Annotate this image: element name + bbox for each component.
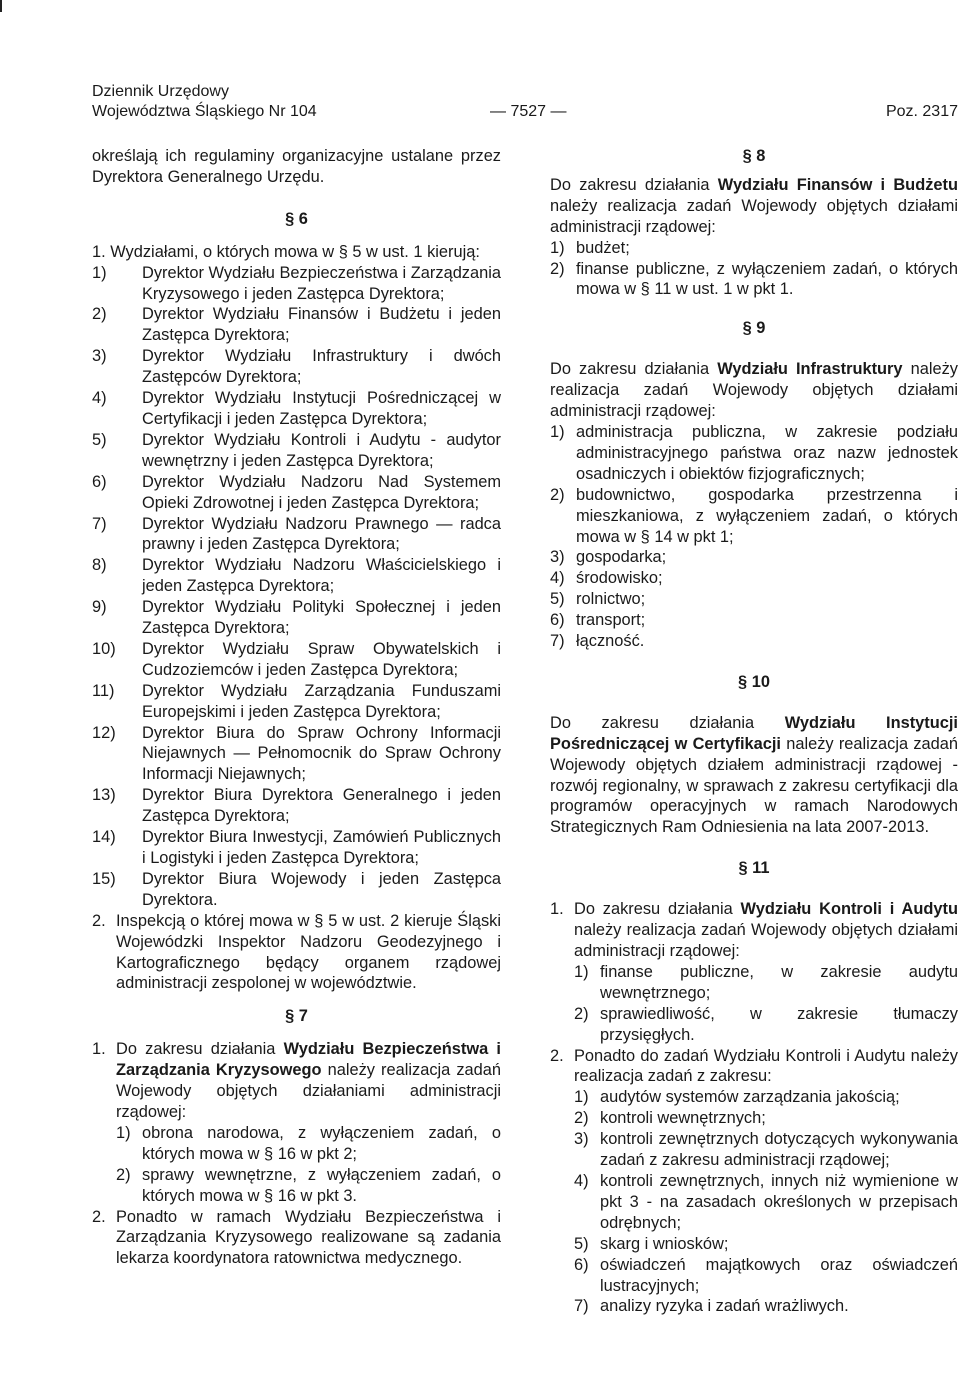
list-item	[550, 422, 958, 485]
text-run: należy realizacja zadań Wojewody objętych działami administracji rządowej:	[574, 921, 958, 960]
list-item	[92, 430, 501, 472]
list-item-number: 8)	[92, 556, 107, 575]
list-item-number: 15)	[92, 869, 116, 888]
paragraph-text: Ponadto w ramach Wydziału Bezpieczeństwa i Zarządzania Kryzysowego realizowane są zadania lekarza koordynatora ratownictwa medycznego.	[116, 1207, 501, 1268]
list-item-number: 12)	[92, 723, 116, 742]
section-8-title: § 8	[742, 147, 766, 165]
section-9-list	[550, 422, 958, 652]
page-header	[92, 82, 958, 122]
list-item-text: Dyrektor Biura Wojewody i jeden Zastępca Dyrektora.	[142, 869, 501, 909]
list-item-text: Dyrektor Wydziału Instytucji Pośredniczącej w Certyfikacji i jeden Zastępca Dyrektora;	[142, 389, 501, 428]
paragraph-number: 1.	[550, 900, 564, 919]
text-run: należy realizacja zadań Wojewody objętych działami administracji rządowej:	[550, 360, 958, 421]
list-item-text: administracja publiczna, w zakresie podziału administracyjnego państwa oraz nazw jednostek osadniczych i obiektów fizjograficznych;	[576, 422, 958, 483]
bold-unit-name: Wydziału Instytucji Pośredniczącej w Certyfikacji	[550, 713, 958, 753]
journal-title-line1: Dziennik Urzędowy	[92, 83, 229, 100]
list-item-number: 13)	[92, 786, 116, 805]
paragraph-number: 1.	[92, 1040, 106, 1059]
text-run: Do zakresu działania	[550, 713, 785, 732]
list-item-number: 1)	[550, 238, 565, 257]
list-item-text: gospodarka;	[576, 548, 667, 567]
list-item-number: 10)	[92, 639, 116, 658]
list-item-number: 3)	[574, 1130, 589, 1149]
list-item-number: 1)	[574, 962, 589, 981]
section-7-paragraph-2	[92, 1207, 501, 1270]
journal-title	[92, 82, 317, 122]
text-run: Do zakresu działania	[550, 360, 718, 379]
list-item	[92, 785, 501, 827]
right-column	[550, 146, 958, 1317]
bold-unit-name: Wydziału Bezpieczeństwa i Zarządzania Kryzysowego	[116, 1040, 501, 1080]
section-7-list	[92, 1123, 501, 1207]
list-item-text: Dyrektor Biura Dyrektora Generalnego i jeden Zastępca Dyrektora;	[142, 786, 501, 826]
list-item	[92, 827, 501, 869]
text-run: Do zakresu działania	[116, 1040, 284, 1059]
section-6-paragraph-1: 1. Wydziałami, o których mowa w § 5 w ust. 1 kierują:	[92, 242, 480, 261]
list-item	[92, 723, 501, 786]
list-item-number: 14)	[92, 828, 116, 847]
section-7-paragraph-1	[92, 1039, 501, 1123]
list-item-number: 7)	[574, 1297, 589, 1316]
list-item-number: 11)	[92, 681, 115, 700]
list-item	[574, 1296, 958, 1317]
list-item	[550, 485, 958, 548]
section-7-title: § 7	[285, 1007, 308, 1026]
list-item-text: kontroli wewnętrznych;	[600, 1109, 766, 1128]
list-item-number: 3)	[550, 548, 565, 567]
list-item	[550, 631, 958, 652]
list-item-number: 3)	[92, 347, 107, 366]
list-item-text: analizy ryzyka i zadań wrażliwych.	[600, 1297, 849, 1316]
list-item-text: obrona narodowa, z wyłączeniem zadań, o których mowa w § 16 w pkt 2;	[142, 1123, 501, 1163]
section-11-list-2	[550, 1087, 958, 1317]
list-item-number: 1)	[92, 263, 107, 282]
list-item-text: Dyrektor Wydziału Kontroli i Audytu - audytor wewnętrzny i jeden Zastępca Dyrektora;	[142, 430, 501, 470]
section-8-list	[550, 238, 958, 301]
text-run: należy realizacja zadań Wojewody objętych działaniami administracji rządowej:	[116, 1061, 501, 1121]
list-item-text: finanse publiczne, w zakresie audytu wewnętrznego;	[600, 962, 958, 1002]
intro-paragraph: określają ich regulaminy organizacyjne ustalane przez Dyrektora Generalnego Urzędu.	[92, 147, 501, 186]
list-item-text: sprawiedliwość, w zakresie tłumaczy przysięgłych.	[600, 1004, 958, 1044]
list-item	[92, 869, 501, 911]
list-item	[92, 681, 501, 723]
text-run: należy realizacja zadań Wojewody objętych działem administracji rządowej - rozwój regionalny, w sprawach z zakresu certyfikacji dla programów operacyjnych w ramach Narodowych Strategicznych Ram Odniesienia na lata 2007-2013.	[550, 734, 958, 837]
list-item-text: skarg i wniosków;	[600, 1234, 729, 1253]
list-item	[92, 346, 501, 388]
list-item-number: 2)	[574, 1109, 589, 1128]
list-item	[574, 1129, 958, 1171]
list-item	[92, 597, 501, 639]
section-6-title: § 6	[285, 209, 308, 228]
list-item	[574, 1004, 958, 1046]
list-item-text: transport;	[576, 611, 646, 630]
list-item-number: 2)	[550, 485, 565, 504]
list-item-text: Dyrektor Wydziału Nadzoru Nad Systemem Opieki Zdrowotnej i jeden Zastępca Dyrektora;	[142, 472, 501, 512]
list-item-number: 5)	[92, 430, 107, 449]
list-item-text: Dyrektor Wydziału Infrastruktury i dwóch Zastępców Dyrektora;	[142, 347, 501, 387]
list-item-number: 4)	[92, 389, 107, 408]
list-item-text: Dyrektor Wydziału Spraw Obywatelskich i Cudzoziemców i jeden Zastępca Dyrektora;	[142, 639, 501, 679]
list-item-number: 1)	[116, 1123, 131, 1142]
list-item	[574, 1087, 958, 1108]
corner-mark	[0, 0, 2, 12]
list-item	[116, 1123, 501, 1165]
section-11-list-1	[550, 962, 958, 1046]
list-item-text: środowisko;	[576, 569, 663, 588]
section-11-paragraph-1	[550, 899, 958, 962]
list-item-number: 6)	[92, 472, 107, 491]
section-11-paragraph-2	[550, 1046, 958, 1088]
list-item-text: Dyrektor Biura Inwestycji, Zamówień Publicznych i Logistyki i jeden Zastępca Dyrektora;	[142, 828, 501, 867]
list-item	[550, 568, 958, 589]
list-item	[550, 589, 958, 610]
paragraph-number: 2.	[92, 911, 106, 930]
list-item	[574, 962, 958, 1004]
list-item-number: 6)	[574, 1255, 589, 1274]
section-8-paragraph	[550, 175, 958, 238]
list-item	[550, 238, 958, 259]
page-number: — 7527 —	[490, 103, 567, 120]
section-6-paragraph-2	[92, 911, 501, 995]
list-item-number: 4)	[574, 1171, 589, 1190]
list-item-number: 7)	[92, 514, 107, 533]
journal-title-line2: Województwa Śląskiego Nr 104	[92, 103, 317, 120]
list-item	[574, 1234, 958, 1255]
list-item-text: Dyrektor Wydziału Polityki Społecznej i jeden Zastępca Dyrektora;	[142, 598, 501, 638]
list-item	[550, 547, 958, 568]
list-item	[92, 263, 501, 305]
list-item-number: 7)	[550, 632, 565, 651]
paragraph-text	[116, 1039, 501, 1123]
text-run: Do zakresu działania	[574, 900, 741, 919]
section-11-title: § 11	[738, 859, 770, 878]
list-item-text: Dyrektor Wydziału Nadzoru Prawnego — radca prawny i jeden Zastępca Dyrektora;	[142, 514, 501, 554]
list-item-text: rolnictwo;	[576, 590, 646, 609]
list-item-text: kontroli zewnętrznych, innych niż wymienione w pkt 3 - na zasadach określonych w przepisach odrębnych;	[600, 1171, 958, 1232]
list-item-number: 5)	[574, 1234, 589, 1253]
text-run: należy realizacja zadań Wojewody objętych działami administracji rządowej:	[550, 196, 958, 236]
list-item	[116, 1165, 501, 1207]
list-item-number: 2)	[574, 1004, 589, 1023]
list-item-number: 5)	[550, 590, 565, 609]
bold-unit-name: Wydziału Finansów i Budżetu	[717, 175, 958, 194]
list-item-number: 6)	[550, 611, 565, 630]
list-item	[92, 472, 501, 514]
section-9-paragraph	[550, 359, 958, 422]
paragraph-number: 2.	[92, 1207, 106, 1226]
list-item-text: finanse publiczne, z wyłączeniem zadań, o których mowa w § 11 w ust. 1 w pkt 1.	[576, 259, 958, 299]
list-item-text: Dyrektor Wydziału Finansów i Budżetu i jeden Zastępca Dyrektora;	[142, 305, 501, 345]
list-item-text: sprawy wewnętrzne, z wyłączeniem zadań, o których mowa w § 16 w pkt 3.	[142, 1165, 501, 1205]
list-item	[574, 1171, 958, 1234]
list-item	[92, 388, 501, 430]
list-item	[92, 639, 501, 681]
section-10-paragraph	[550, 713, 958, 838]
list-item-number: 2)	[116, 1165, 131, 1184]
list-item	[92, 304, 501, 346]
list-item-text: kontroli zewnętrznych dotyczących wykonywania zadań z zakresu administracji rządowej;	[600, 1130, 958, 1170]
left-column	[92, 146, 501, 1269]
list-item-number: 2)	[550, 259, 565, 278]
list-item-number: 1)	[574, 1088, 589, 1107]
list-item	[550, 259, 958, 301]
bold-unit-name: Wydziału Infrastruktury	[717, 360, 903, 379]
section-10-title: § 10	[738, 672, 770, 691]
paragraph-text: Ponadto do zadań Wydziału Kontroli i Audytu należy realizacja zadań z zakresu:	[574, 1046, 958, 1086]
section-6-list	[92, 263, 501, 911]
list-item-text: budżet;	[576, 238, 630, 257]
list-item	[550, 610, 958, 631]
section-9-title: § 9	[742, 319, 766, 338]
list-item-text: łączność.	[576, 632, 645, 651]
list-item-number: 9)	[92, 598, 107, 617]
list-item-text: Dyrektor Wydziału Nadzoru Właścicielskiego i jeden Zastępca Dyrektora;	[142, 556, 501, 596]
list-item-number: 4)	[550, 569, 565, 588]
paragraph-text: Inspekcją o której mowa w § 5 w ust. 2 kieruje Śląski Wojewódzki Inspektor Nadzoru Geodezyjnego i Kartograficznego będący organem rządowej administracji zespolonej w województwie.	[116, 911, 501, 993]
list-item	[574, 1255, 958, 1297]
position-number: Poz. 2317	[885, 103, 958, 120]
list-item-text: budownictwo, gospodarka przestrzenna i mieszkaniowa, z wyłączeniem zadań, o których mowa w § 14 w pkt 1;	[576, 485, 958, 546]
list-item-text: oświadczeń majątkowych oraz oświadczeń lustracyjnych;	[600, 1255, 958, 1295]
paragraph-text	[574, 899, 958, 962]
list-item-text: Dyrektor Biura do Spraw Ochrony Informacji Niejawnych — Pełnomocnik do Spraw Ochrony Informacji Niejawnych;	[142, 723, 501, 784]
list-item-text: Dyrektor Wydziału Zarządzania Funduszami Europejskimi i jeden Zastępca Dyrektora;	[142, 681, 501, 721]
list-item	[92, 555, 501, 597]
list-item-text: audytów systemów zarządzania jakością;	[600, 1088, 900, 1107]
list-item	[574, 1108, 958, 1129]
list-item-number: 2)	[92, 305, 107, 324]
text-run: Do zakresu działania	[550, 175, 718, 194]
list-item-number: 1)	[550, 422, 565, 441]
list-item	[92, 514, 501, 556]
list-item-text: Dyrektor Wydziału Bezpieczeństwa i Zarządzania Kryzysowego i jeden Zastępca Dyrektora;	[142, 263, 501, 303]
paragraph-number: 2.	[550, 1046, 564, 1065]
bold-unit-name: Wydziału Kontroli i Audytu	[740, 900, 958, 919]
